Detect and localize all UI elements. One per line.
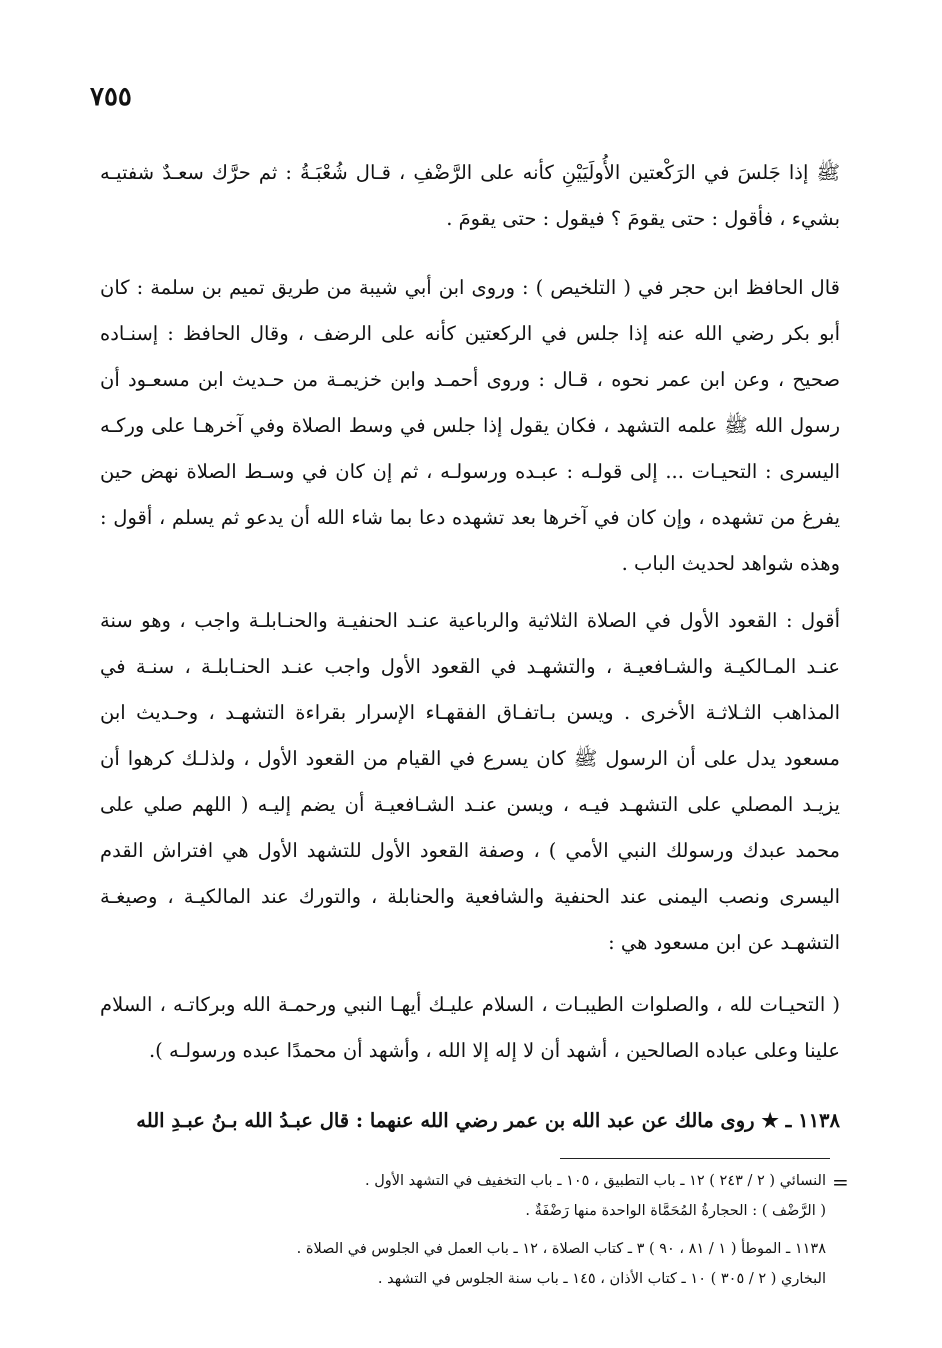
footnote-divider (560, 1158, 830, 1159)
paragraph-hadith-1138: ١١٣٨ ـ ★ روى مالك عن عبد الله بن عمر رضي الله عنهما : قال عبـدُ الله بـنُ عبـدِ الله (136, 1109, 840, 1132)
paragraph-fiqh-commentary: أقول : القعود الأول في الصلاة الثلاثية والرباعية عنـد الحنفيـة والحنـابلـة واجب ، وهو سنة عنـد المـالكيـة والشـافعيـة ، والتشهـد في القعود الأول واجب عنـد الحنـابلـة ، سنـة في المذاهب الثـلاثـة الأخرى . ويسن بـاتفـاق الفقهـاء الإسرار بقراءة التشهـد ، وحـديث ابن مسعود يدل على أن الرسول ﷺ كان يسرع في القيام من القعود الأول ، ولذلـك كرهوا أن يزيـد المصلي على التشهـد فيـه ، ويسن عنـد الشـافعيـة أن يضم إليـه ( اللهم صلي على محمد عبدك ورسولك النبي الأمي ) ، وصفة القعود الأول للتشهد الأول هي افتراش القدم اليسرى ونصب اليمنى عند الحنفية والشافعية والحنابلة ، والتورك عند المالكيـة ، وصيغـة التشهـد عن ابن مسعود هي : (100, 609, 840, 954)
footnote-line: ١١٣٨ ـ الموطأ ( ١ / ٨١ ، ٩٠ ) ٣ ـ كتاب الصلاة ، ١٢ ـ باب العمل في الجلوس في الصلاة . (296, 1241, 826, 1257)
paragraph-hadith-continuation: ﷺ إذا جَلسَ في الرَكْعتين الأُولَيَيْنِ كأنه على الرَّضْفِ ، قـال شُعْبَـةُ : ثم حرَّك سعـدٌ شفتيـه بشيء ، فأقول : حتى يقومَ ؟ فيقول : حتى يقومَ . (100, 161, 840, 230)
footnote-line: ( الرَّضْف ) : الحجارةُ المُحَمَّاة الواحدة منها رَضْفَةٌ . (525, 1203, 826, 1219)
paragraph-hafiz-commentary: قال الحافظ ابن حجر في ( التلخيص ) : وروى ابن أبي شيبة من طريق تميم بن سلمة : كان أبو بكر رضي الله عنه إذا جلس في الركعتين كأنه على الرضف ، وقال الحافظ : إسنـاده صحيح ، وعن ابن عمر نحوه ، قـال : وروى أحمـد وابن خزيمـة من حـديث ابن مسعـود أن رسول الله ﷺ علمه التشهد ، فكان يقول إذا جلس في وسط الصلاة وفي آخرهـا على وركـه اليسرى : التحيـات ... إلى قولـه : عبـده ورسولـه ، ثم إن كان في وسـط الصلاة نهض حين يفرغ من تشهده ، وإن كان في آخرها بعد تشهده دعا بما شاء الله أن يدعو ثم يسلم ، أقول : وهذه شواهد لحديث الباب . (100, 276, 840, 575)
footnote-continuation-marker: = (832, 1170, 849, 1194)
page-number: ٧٥٥ (90, 82, 132, 112)
footnote-line: النسائي ( ٢ / ٢٤٣ ) ١٢ ـ باب التطبيق ، ١٠٥ ـ باب التخفيف في التشهد الأول . (365, 1173, 826, 1189)
paragraph-tashahhud-text: ( التحيـات لله ، والصلوات الطيبـات ، السلام عليـك أيهـا النبي ورحمـة الله وبركاتـه ، السلام علينا وعلى عباده الصالحين ، أشهد أن لا إله إلا الله ، وأشهد أن محمدًا عبده ورسولـه ). (100, 993, 840, 1062)
footnote-line: البخاري ( ٢ / ٣٠٥ ) ١٠ ـ كتاب الأذان ، ١٤٥ ـ باب سنة الجلوس في التشهد . (377, 1271, 826, 1287)
